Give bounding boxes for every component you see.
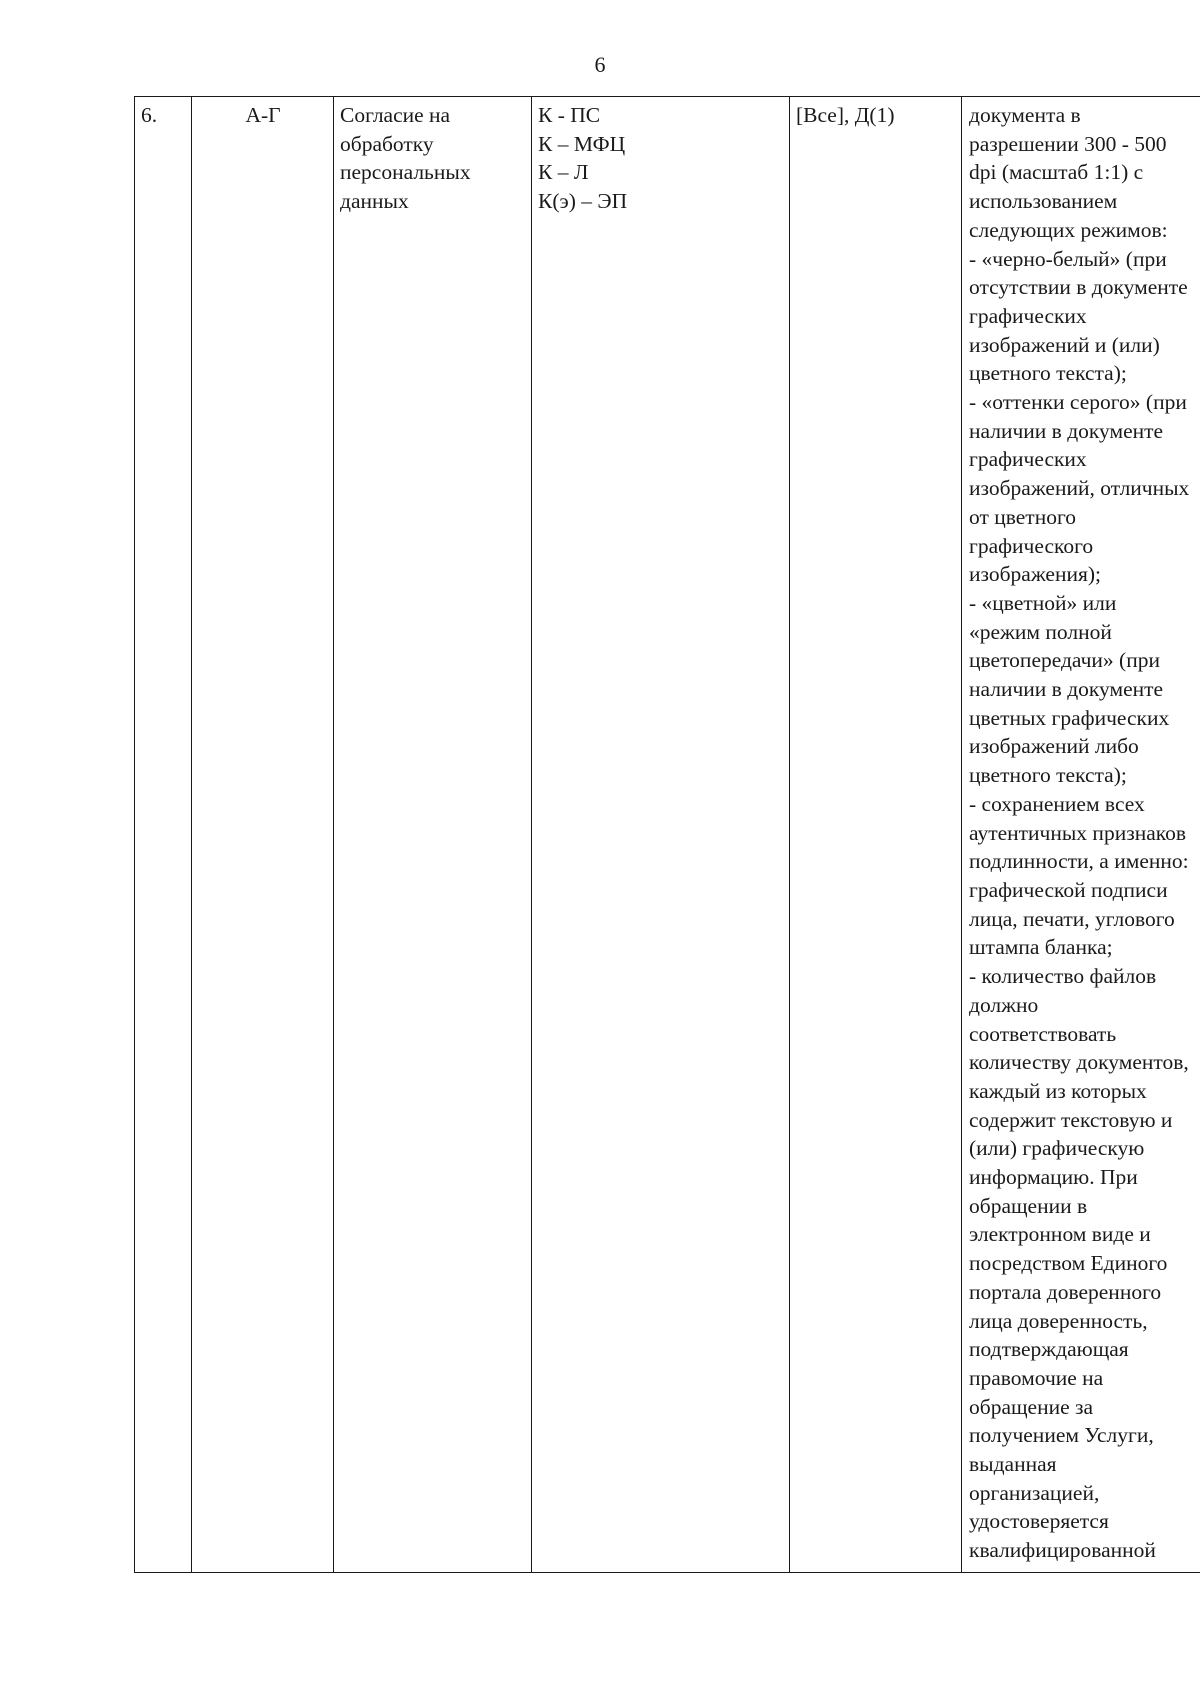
document-name-text: Согласие на обработку персональных данных xyxy=(340,103,471,214)
requirements-cell xyxy=(790,97,962,1573)
copy-forms-text: К - ПС К – МФЦ К – Л К(э) – ЭП xyxy=(538,103,628,214)
description-cell xyxy=(962,97,1200,1573)
copy-forms-cell xyxy=(532,97,790,1573)
document-name-cell xyxy=(334,97,532,1573)
row-number: 6. xyxy=(141,103,158,127)
table-row xyxy=(135,97,1200,1573)
category-cell xyxy=(192,97,334,1573)
page-number: 6 xyxy=(594,52,606,77)
document-table xyxy=(134,96,1200,1573)
description-text: документа в разрешении 300 - 500 dpi (масштаб 1:1) с использованием следующих режимов: - «черно-белый» (при отсутствии в документе графических изображений и (или) цветного текста); - «оттенки серого» (при наличии в документе графических изображений, отличных от цветного графического изображения); - «цветной» или «режим полной цветопередачи» (при наличии в документе цветных графических изображений либо цветного текста); - сохранением всех аутентичных признаков подлинности, а именно: графической подписи лица, печати, углового штампа бланка; - количество файлов должно соответствовать количеству документов, каждый из которых содержит текстовую и (или) графическую информацию. При обращении в электронном виде и посредством Единого портала доверенного лица доверенность, подтверждающая правомочие на обращение за получением Услуги, выданная организацией, удостоверяется квалифицированной xyxy=(969,103,1190,1563)
row-number-cell xyxy=(135,97,192,1573)
category-text: А-Г xyxy=(245,103,281,127)
requirements-text: [Все], Д(1) xyxy=(796,103,895,127)
